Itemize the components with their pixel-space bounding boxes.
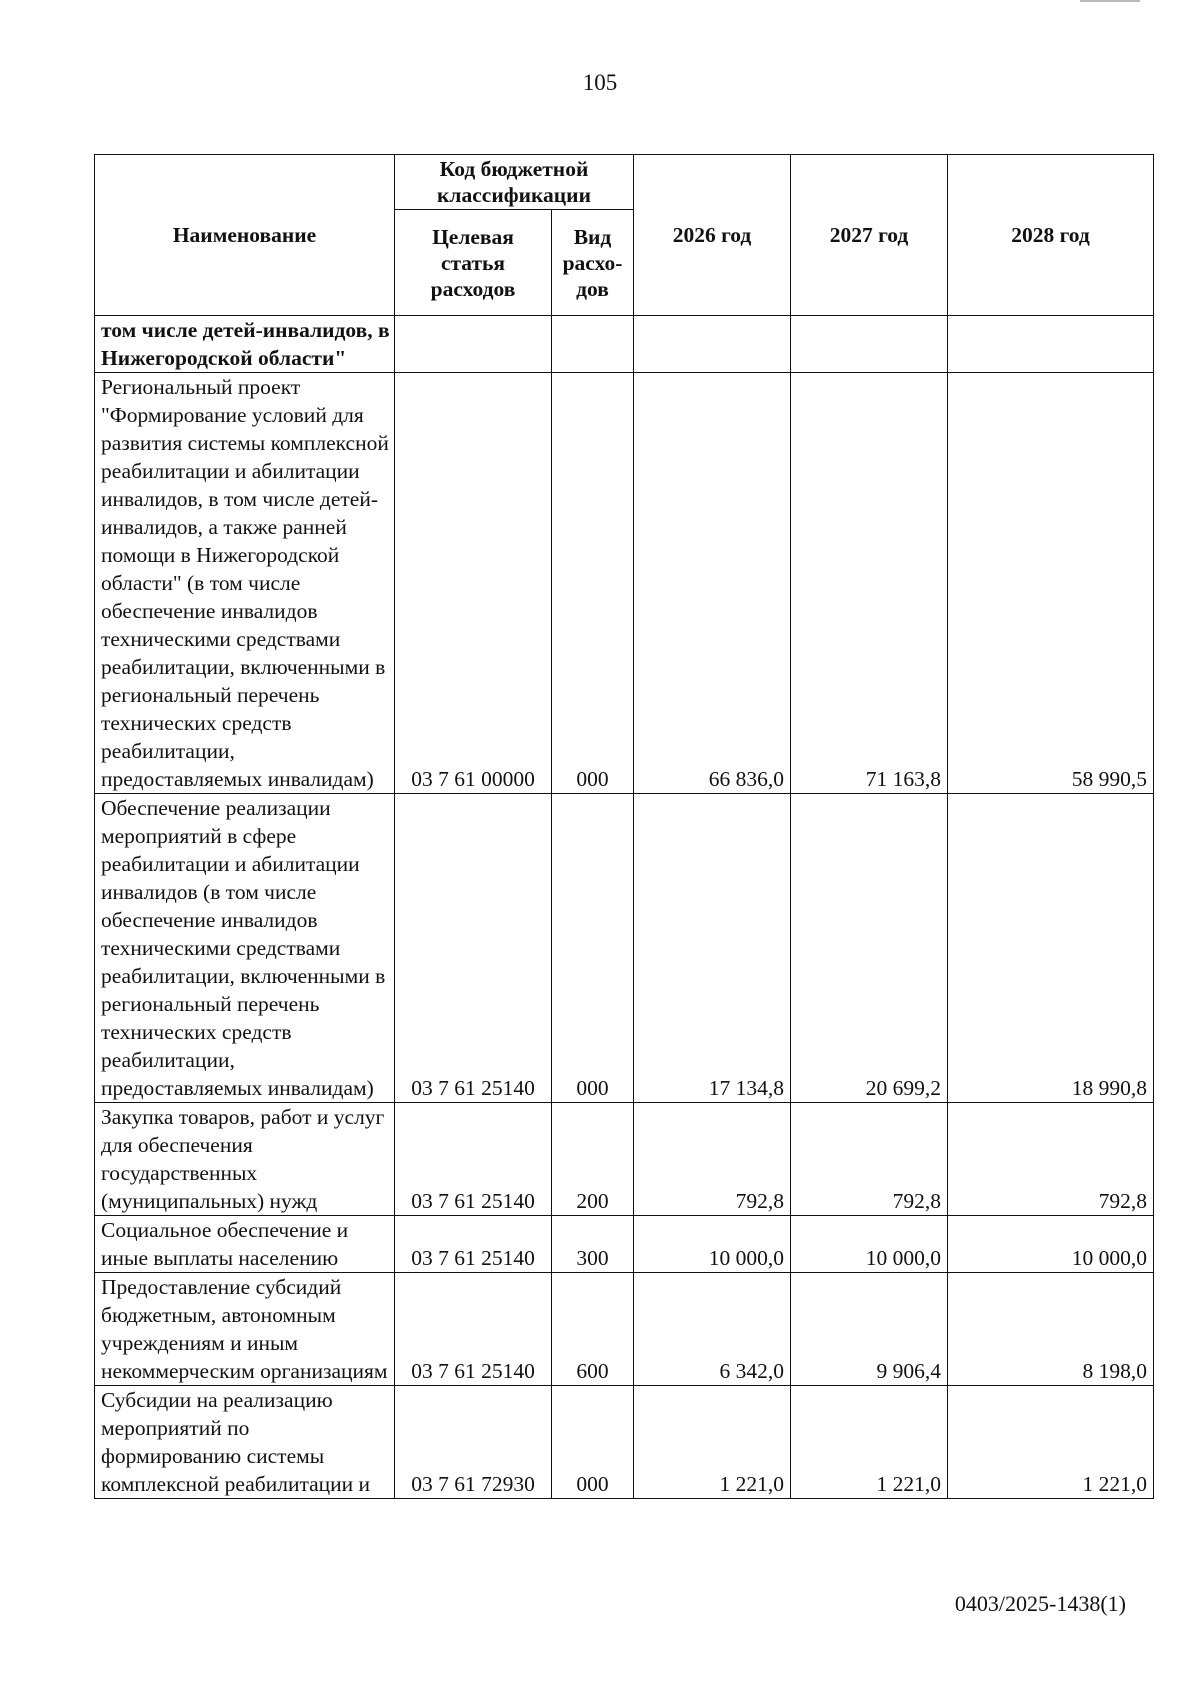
table-row xyxy=(95,1216,1154,1273)
row-target-item-code: 03 7 61 25140 xyxy=(395,1273,552,1386)
row-expense-kind: 300 xyxy=(552,1216,634,1273)
table-row xyxy=(95,1273,1154,1386)
row-amount-2028: 10 000,0 xyxy=(948,1216,1154,1273)
empty-cell xyxy=(395,316,552,373)
table-row xyxy=(95,1103,1154,1216)
row-target-item-code: 03 7 61 25140 xyxy=(395,794,552,1103)
row-amount-2026: 10 000,0 xyxy=(634,1216,791,1273)
table-row xyxy=(95,1386,1154,1499)
row-amount-2028: 8 198,0 xyxy=(948,1273,1154,1386)
empty-cell xyxy=(948,316,1154,373)
row-amount-2027: 792,8 xyxy=(791,1103,948,1216)
empty-cell xyxy=(552,316,634,373)
row-amount-2027: 71 163,8 xyxy=(791,373,948,794)
header-year-2027: 2027 год xyxy=(791,155,948,316)
row-name: Обеспечение реализации мероприятий в сфере реабилитации и абилитации инвалидов (в том числе обеспечение инвалидов техническими средствами реабилитации, включенными в региональный перечень технических средств реабилитации, предоставляемых инвалидам) xyxy=(95,794,395,1103)
row-amount-2028: 58 990,5 xyxy=(948,373,1154,794)
row-amount-2027: 1 221,0 xyxy=(791,1386,948,1499)
header-classification-group: Код бюджетной классификации xyxy=(395,155,634,210)
empty-cell xyxy=(634,316,791,373)
header-year-2026: 2026 год xyxy=(634,155,791,316)
page-number: 105 xyxy=(582,70,618,95)
empty-cell xyxy=(791,316,948,373)
row-name: Региональный проект "Формирование условий для развития системы комплексной реабилитации и абилитации инвалидов, в том числе детей-инвалидов, а также ранней помощи в Нижегородской области" (в том числе обеспечение инвалидов техническими средствами реабилитации, включенными в региональный перечень технических средств реабилитации, предоставляемых инвалидам) xyxy=(95,373,395,794)
row-amount-2026: 66 836,0 xyxy=(634,373,791,794)
row-target-item-code: 03 7 61 72930 xyxy=(395,1386,552,1499)
header-expense-kind: Вид расхо-дов xyxy=(552,210,634,316)
row-expense-kind: 000 xyxy=(552,373,634,794)
continuation-name: том числе детей-инвалидов, в Нижегородской области" xyxy=(95,316,395,373)
row-target-item-code: 03 7 61 25140 xyxy=(395,1216,552,1273)
row-name: Закупка товаров, работ и услуг для обеспечения государственных (муниципальных) нужд xyxy=(95,1103,395,1216)
row-amount-2026: 1 221,0 xyxy=(634,1386,791,1499)
row-name: Субсидии на реализацию мероприятий по формированию системы комплексной реабилитации и xyxy=(95,1386,395,1499)
row-name: Социальное обеспечение и иные выплаты населению xyxy=(95,1216,395,1273)
row-expense-kind: 200 xyxy=(552,1103,634,1216)
row-amount-2026: 17 134,8 xyxy=(634,794,791,1103)
document-code: 0403/2025-1438(1) xyxy=(954,1591,1126,1616)
row-expense-kind: 000 xyxy=(552,794,634,1103)
row-target-item-code: 03 7 61 00000 xyxy=(395,373,552,794)
top-edge-rule xyxy=(1080,0,1140,2)
row-amount-2027: 10 000,0 xyxy=(791,1216,948,1273)
row-amount-2026: 792,8 xyxy=(634,1103,791,1216)
budget-table xyxy=(94,154,1154,1499)
row-amount-2028: 1 221,0 xyxy=(948,1386,1154,1499)
row-expense-kind: 600 xyxy=(552,1273,634,1386)
row-amount-2027: 20 699,2 xyxy=(791,794,948,1103)
row-expense-kind: 000 xyxy=(552,1386,634,1499)
header-target-item: Целевая статья расходов xyxy=(395,210,552,316)
header-year-2028: 2028 год xyxy=(948,155,1154,316)
table-row xyxy=(95,373,1154,794)
header-name: Наименование xyxy=(95,155,395,316)
row-name: Предоставление субсидий бюджетным, автономным учреждениям и иным некоммерческим организациям xyxy=(95,1273,395,1386)
row-amount-2028: 792,8 xyxy=(948,1103,1154,1216)
row-amount-2028: 18 990,8 xyxy=(948,794,1154,1103)
row-amount-2026: 6 342,0 xyxy=(634,1273,791,1386)
continuation-row xyxy=(95,316,1154,373)
table-row xyxy=(95,794,1154,1103)
row-amount-2027: 9 906,4 xyxy=(791,1273,948,1386)
row-target-item-code: 03 7 61 25140 xyxy=(395,1103,552,1216)
